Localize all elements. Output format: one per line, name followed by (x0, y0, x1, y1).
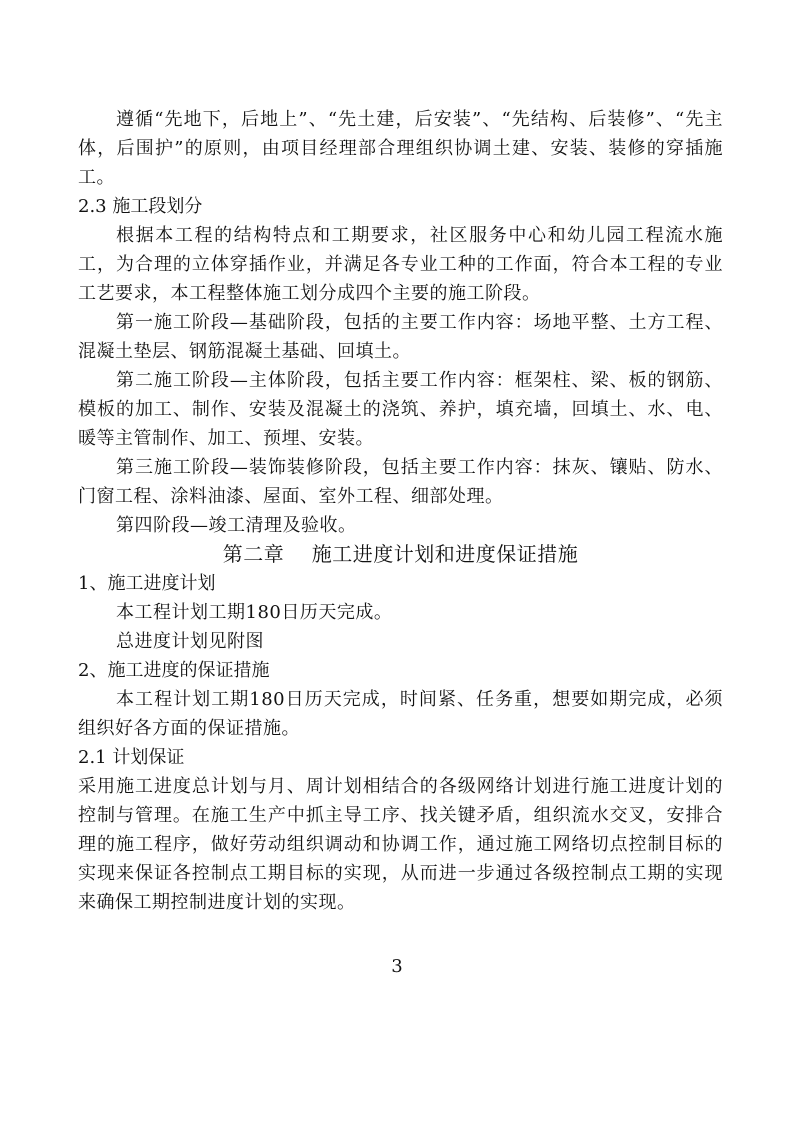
paragraph-stage-three: 第三施工阶段—装饰装修阶段，包括主要工作内容：抹灰、镶贴、防水、门窗工程、涂料油漆、屋面、室外工程、细部处理。 (78, 457, 723, 507)
paragraph-construction-stage-division: 根据本工程的结构特点和工期要求，社区服务中心和幼儿园工程流水施工，为合理的立体穿插作业，并满足各专业工种的工作面，符合本工程的专业工艺要求，本工程整体施工划分成四个主要的施工阶段。 (78, 225, 723, 304)
document-body (78, 105, 723, 917)
chapter-title: 第二章 施工进度计划和进度保证措施 (222, 542, 579, 566)
paragraph-stage-two: 第二施工阶段—主体阶段，包括主要工作内容：框架柱、梁、板的钢筋、模板的加工、制作、安装及混凝土的浇筑、养护，填充墙，回填土、水、电、暖等主管制作、加工、预埋、安装。 (78, 370, 723, 449)
section-heading-1: 1、施工进度计划 (78, 573, 216, 594)
paragraph-schedule-attachment: 总进度计划见附图 (116, 631, 264, 652)
paragraph-stage-one: 第一施工阶段—基础阶段，包括的主要工作内容：场地平整、土方工程、混凝土垫层、钢筋混凝土基础、回填土。 (78, 312, 723, 362)
paragraph-schedule-duration: 本工程计划工期180日历天完成。 (116, 602, 393, 623)
paragraph-stage-four: 第四阶段—竣工清理及验收。 (116, 515, 357, 536)
page-number: 3 (391, 956, 403, 977)
section-heading-2-3: 2.3 施工段划分 (78, 196, 203, 217)
paragraph-schedule-guarantee: 本工程计划工期180日历天完成，时间紧、任务重，想要如期完成，必须组织好各方面的保证措施。 (78, 689, 723, 739)
paragraph-plan-guarantee: 采用施工进度总计划与月、周计划相结合的各级网络计划进行施工进度计划的控制与管理。在施工生产中抓主导工序、找关键矛盾，组织流水交叉，安排合理的施工程序，做好劳动组织调动和协调工作，通过施工网络切点控制目标的实现来保证各控制点工期目标的实现，从而进一步通过各级控制点工期的实现来确保工期控制进度计划的实现。 (78, 776, 723, 913)
section-heading-2: 2、施工进度的保证措施 (78, 660, 270, 681)
section-heading-2-1: 2.1 计划保证 (78, 747, 185, 768)
paragraph-construction-principles: 遵循“先地下，后地上”、“先土建，后安装”、“先结构、后装修”、“先主体，后围护”的原则，由项目经理部合理组织协调土建、安装、装修的穿插施工。 (78, 109, 723, 188)
